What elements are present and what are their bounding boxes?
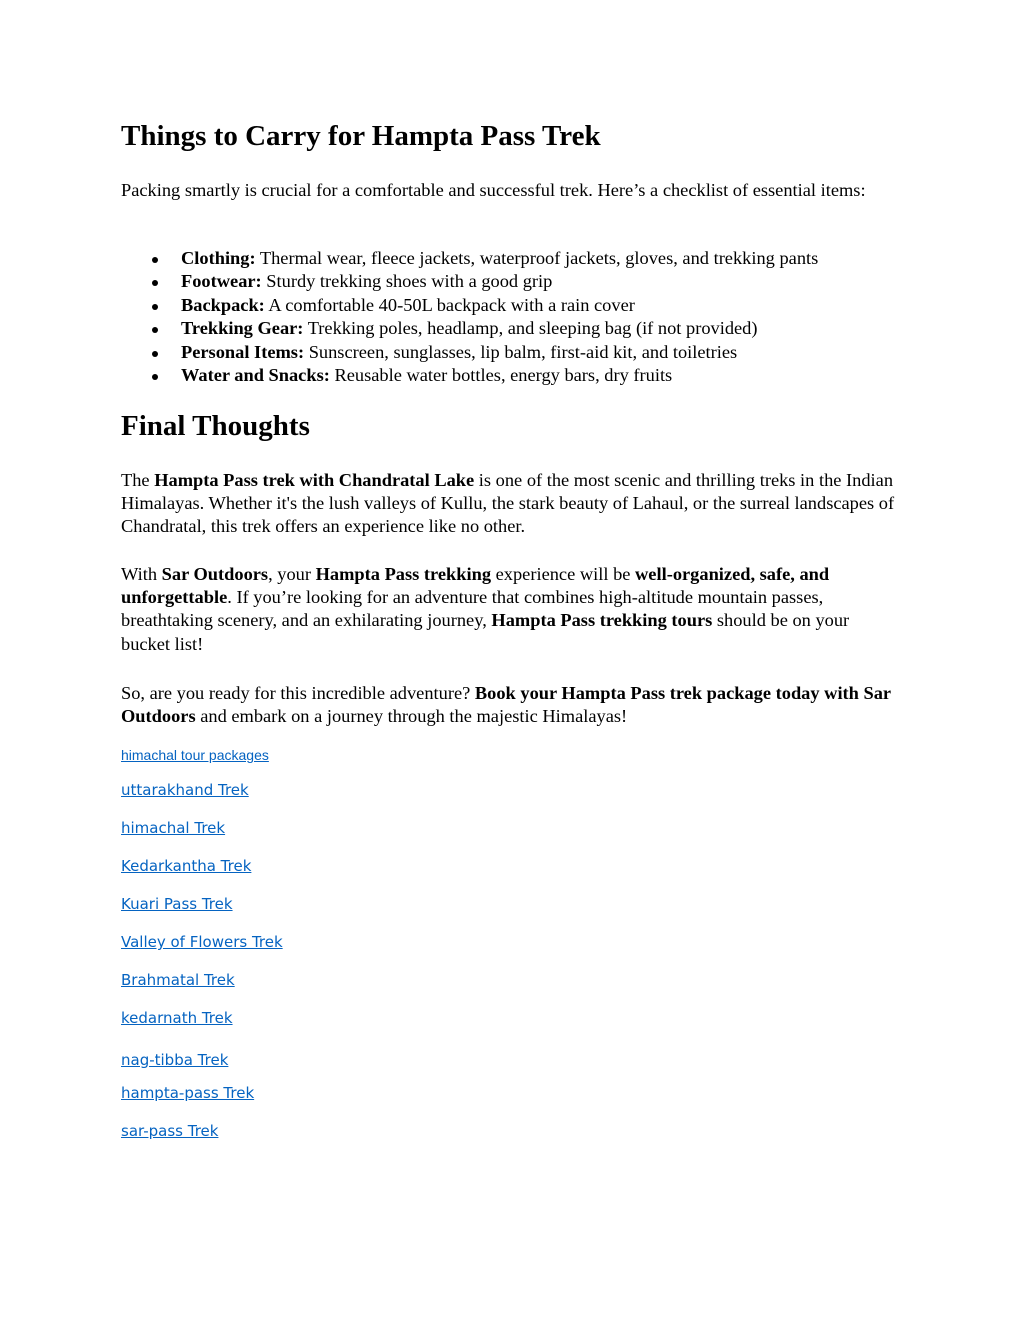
- section-heading-final-thoughts: Final Thoughts: [121, 410, 310, 442]
- section-heading-things-to-carry: Things to Carry for Hampta Pass Trek: [121, 120, 601, 152]
- text-run: experience will be: [491, 564, 636, 584]
- packing-checklist: [121, 247, 818, 387]
- bold-run: Hampta Pass trek with Chandratal Lake: [154, 470, 475, 490]
- link-uttarakhand-trek[interactable]: uttarakhand Trek: [121, 781, 249, 799]
- final-thoughts-paragraph-3: [121, 682, 896, 728]
- link-himachal-trek[interactable]: himachal Trek: [121, 819, 226, 837]
- item-label: Personal Items:: [181, 341, 305, 362]
- bold-run: Hampta Pass trekking: [315, 564, 492, 584]
- item-label: Trekking Gear:: [181, 318, 304, 339]
- bullet-icon: [152, 327, 158, 333]
- link-kedarkantha-trek[interactable]: Kedarkantha Trek: [121, 857, 252, 875]
- text-run: So, are you ready for this incredible adventure?: [121, 683, 475, 703]
- item-text: A comfortable 40-50L backpack with a rain cover: [264, 294, 635, 315]
- bullet-icon: [152, 374, 158, 380]
- intro-paragraph: Packing smartly is crucial for a comfortable and successful trek. Here’s a checklist of essential items:: [121, 180, 866, 200]
- bold-run: Hampta Pass trekking tours: [491, 610, 713, 631]
- text-run: . If you’re looking for an adventure that combines high-altitude mountain passes, breathtaking scenery, and an exhilarating journey,: [121, 587, 824, 631]
- bullet-icon: [152, 280, 158, 286]
- link-kuari-pass-trek[interactable]: Kuari Pass Trek: [121, 895, 233, 913]
- checklist-item-footwear: [121, 270, 818, 293]
- text-run: The: [121, 470, 155, 490]
- item-text: Sunscreen, sunglasses, lip balm, first-aid kit, and toiletries: [304, 341, 738, 362]
- link-himachal-tour-packages[interactable]: himachal tour packages: [121, 747, 269, 763]
- text-run: should be on your bucket list!: [121, 610, 850, 654]
- item-text: Trekking poles, headlamp, and sleeping bag (if not provided): [303, 318, 758, 339]
- text-run: , your: [268, 564, 316, 584]
- checklist-item-backpack: [121, 294, 818, 317]
- item-label: Water and Snacks:: [181, 365, 330, 386]
- final-thoughts-paragraph-2: [121, 563, 896, 656]
- item-label: Clothing:: [181, 248, 256, 268]
- link-sar-pass-trek[interactable]: sar-pass Trek: [121, 1122, 219, 1140]
- bullet-icon: [152, 257, 158, 263]
- text-run: is one of the most scenic and thrilling treks in the Indian Himalayas. Whether it's the lush valleys of Kullu, the stark beauty of Lahaul, or the surreal landscapes of Chandratal, this trek offers an experience like no other.: [121, 470, 895, 537]
- text-run: and embark on a journey through the majestic Himalayas!: [195, 706, 628, 727]
- item-label: Backpack:: [181, 294, 265, 315]
- checklist-item-trekking-gear: [121, 317, 818, 340]
- final-thoughts-paragraph-1: [121, 469, 896, 539]
- checklist-item-water-snacks: [121, 364, 818, 387]
- bold-run: Sar Outdoors: [161, 564, 269, 584]
- bold-run: well-organized, safe, and unforgettable: [121, 564, 830, 608]
- link-kedarnath-trek[interactable]: kedarnath Trek: [121, 1009, 233, 1027]
- link-brahmatal-trek[interactable]: Brahmatal Trek: [121, 971, 235, 989]
- bold-run: Book your Hampta Pass trek package today with Sar Outdoors: [121, 683, 891, 727]
- item-text: Reusable water bottles, energy bars, dry fruits: [329, 365, 673, 386]
- text-run: With: [121, 564, 162, 584]
- link-valley-of-flowers-trek[interactable]: Valley of Flowers Trek: [121, 933, 283, 951]
- item-text: Sturdy trekking shoes with a good grip: [261, 271, 553, 292]
- link-hampta-pass-trek[interactable]: hampta-pass Trek: [121, 1084, 255, 1102]
- item-label: Footwear:: [181, 271, 262, 292]
- link-nag-tibba-trek[interactable]: nag-tibba Trek: [121, 1051, 229, 1069]
- bullet-icon: [152, 351, 158, 357]
- checklist-item-clothing: [121, 247, 818, 270]
- item-text: Thermal wear, fleece jackets, waterproof jackets, gloves, and trekking pants: [255, 248, 819, 268]
- bullet-icon: [152, 304, 158, 310]
- checklist-item-personal-items: [121, 341, 818, 364]
